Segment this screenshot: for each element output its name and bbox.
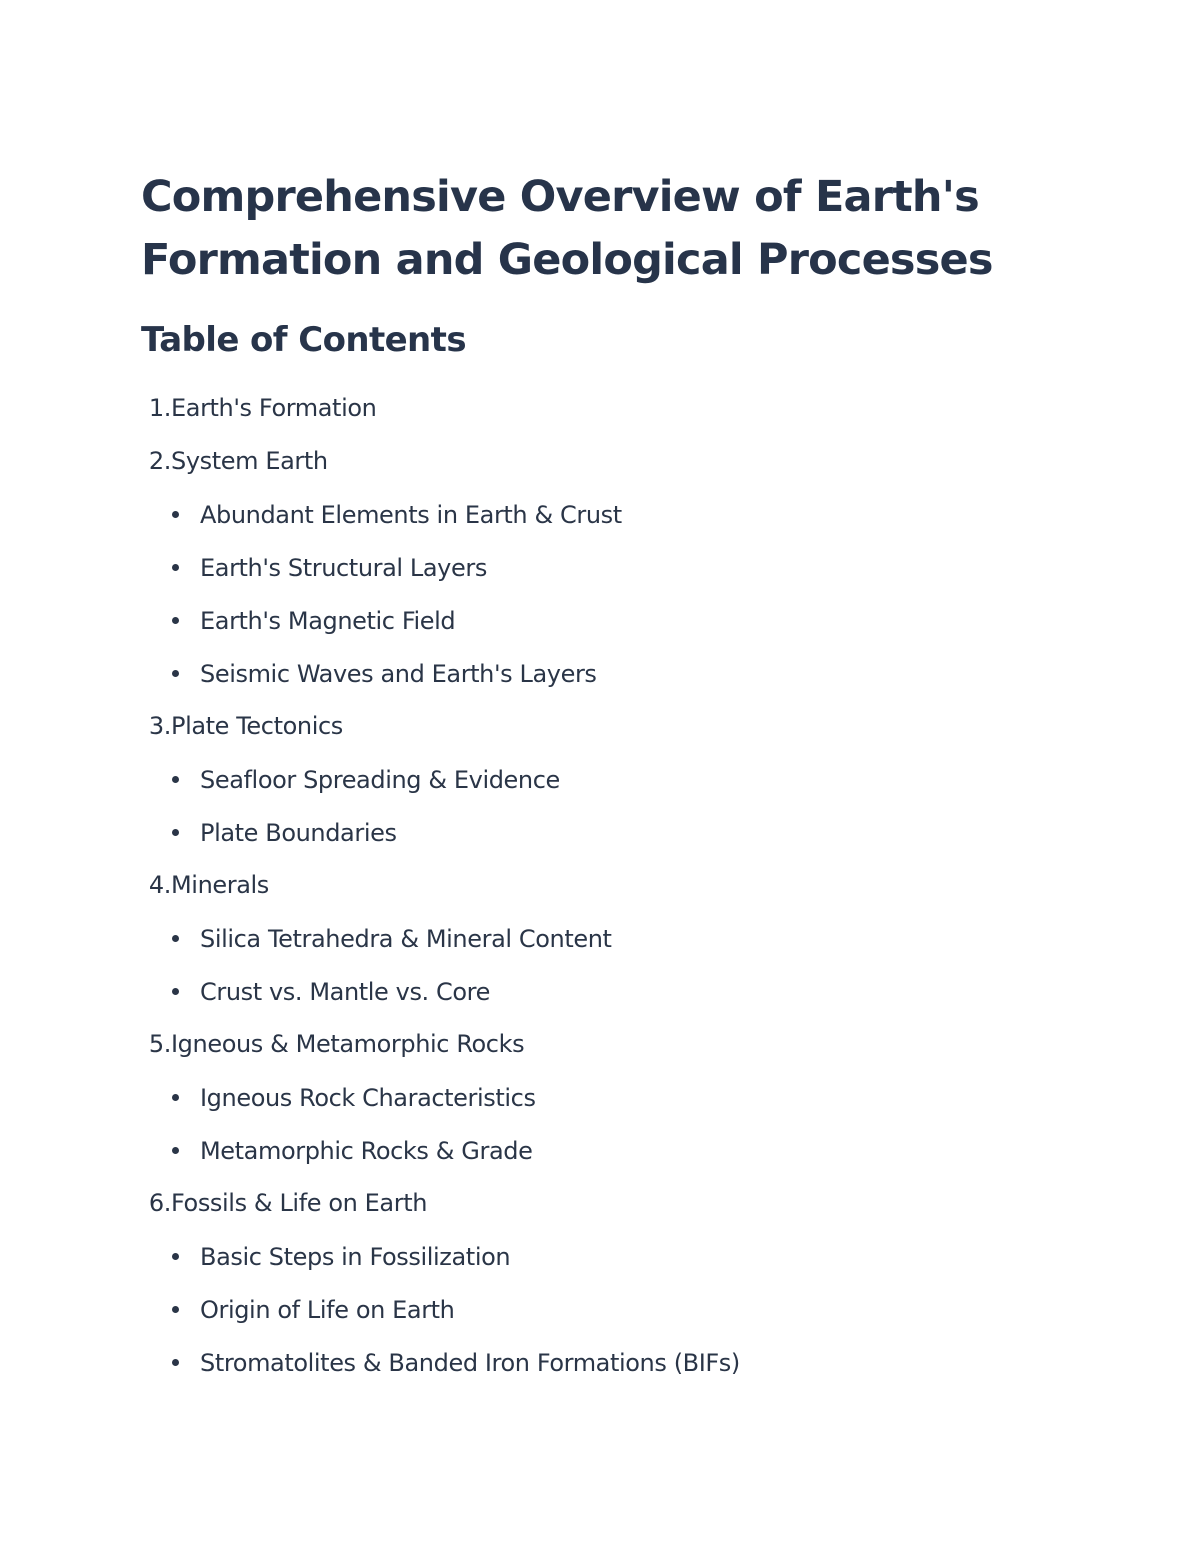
document-page: [141, 166, 1081, 1389]
toc-section-item: [141, 700, 1081, 753]
toc-subitem-label: Seafloor Spreading & Evidence: [200, 765, 560, 794]
toc-subitem: [141, 753, 1081, 806]
toc-subitem: [141, 647, 1081, 700]
toc-subitem: [141, 1336, 1081, 1389]
bullet-icon: [172, 511, 179, 518]
toc-subitem-label: Crust vs. Mantle vs. Core: [200, 977, 490, 1006]
toc-section-item: [141, 382, 1081, 435]
toc-section-item: [141, 435, 1081, 488]
bullet-icon: [172, 776, 179, 783]
toc-section-number: 5.: [148, 1030, 171, 1058]
title-line-2: Formation and Geological Processes: [141, 235, 993, 285]
toc-section-number: 3.: [148, 712, 171, 740]
toc-section-label: System Earth: [171, 447, 328, 475]
toc-section-label: Plate Tectonics: [171, 712, 343, 740]
bullet-icon: [172, 617, 179, 624]
toc-subitem-label: Metamorphic Rocks & Grade: [200, 1136, 533, 1165]
toc-subitem: [141, 806, 1081, 859]
bullet-icon: [172, 935, 179, 942]
toc-subitem: [141, 1283, 1081, 1336]
document-title: [141, 166, 1081, 292]
toc-subitem-label: Origin of Life on Earth: [200, 1295, 455, 1324]
bullet-icon: [172, 1094, 179, 1101]
toc-subitem-label: Stromatolites & Banded Iron Formations (BIFs): [200, 1348, 740, 1377]
toc-subitem: [141, 594, 1081, 647]
toc-heading: Table of Contents: [141, 320, 466, 360]
toc-subitem: [141, 1071, 1081, 1124]
toc-section-number: 6.: [148, 1189, 171, 1217]
toc-subitem-label: Earth's Magnetic Field: [200, 606, 456, 635]
toc-subitem: [141, 488, 1081, 541]
toc-subitem: [141, 912, 1081, 965]
toc-subitem-label: Igneous Rock Characteristics: [200, 1083, 536, 1112]
toc-subitem: [141, 1230, 1081, 1283]
toc-section-label: Minerals: [171, 871, 269, 899]
toc-section-item: [141, 1177, 1081, 1230]
title-line-1: Comprehensive Overview of Earth's: [141, 172, 979, 222]
bullet-icon: [172, 670, 179, 677]
toc-subitem-label: Plate Boundaries: [200, 818, 397, 847]
bullet-icon: [172, 1253, 179, 1260]
toc-section-label: Fossils & Life on Earth: [171, 1189, 428, 1217]
toc-subitem-label: Silica Tetrahedra & Mineral Content: [200, 924, 612, 953]
toc-section-item: [141, 859, 1081, 912]
toc-subitem-label: Seismic Waves and Earth's Layers: [200, 659, 597, 688]
table-of-contents: [141, 382, 1081, 1389]
toc-subitem-label: Basic Steps in Fossilization: [200, 1242, 511, 1271]
bullet-icon: [172, 564, 179, 571]
toc-section-number: 1.: [148, 394, 171, 422]
toc-subitem-label: Abundant Elements in Earth & Crust: [200, 500, 622, 529]
bullet-icon: [172, 829, 179, 836]
toc-section-number: 2.: [148, 447, 171, 475]
toc-section-label: Earth's Formation: [171, 394, 377, 422]
toc-section-number: 4.: [148, 871, 171, 899]
toc-subitem: [141, 1124, 1081, 1177]
bullet-icon: [172, 988, 179, 995]
toc-section-item: [141, 1018, 1081, 1071]
toc-subitem: [141, 541, 1081, 594]
toc-subitem: [141, 965, 1081, 1018]
bullet-icon: [172, 1147, 179, 1154]
bullet-icon: [172, 1359, 179, 1366]
toc-section-label: Igneous & Metamorphic Rocks: [171, 1030, 525, 1058]
bullet-icon: [172, 1306, 179, 1313]
toc-subitem-label: Earth's Structural Layers: [200, 553, 487, 582]
